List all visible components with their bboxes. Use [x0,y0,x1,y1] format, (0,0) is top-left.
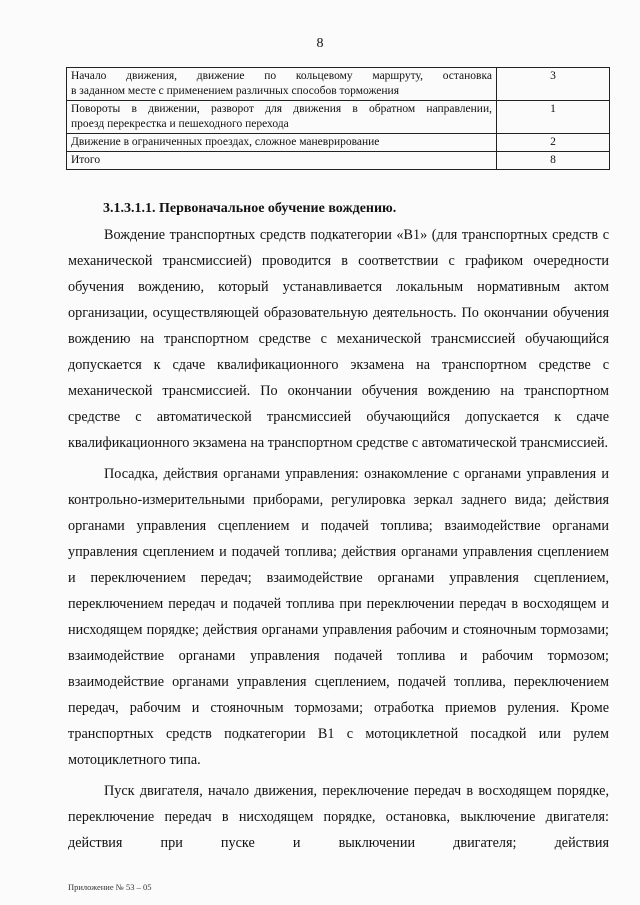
cell-text: Повороты в движении, разворот для движения в обратном направлении, [71,103,492,115]
table-cell-topic [67,68,497,101]
table-cell-hours: 8 [497,152,610,170]
cell-text: Начало движения, движение по кольцевому маршруту, остановка [71,70,492,82]
table-cell-topic: Движение в ограниченных проездах, сложное маневрирование [67,134,497,152]
table-row [67,152,610,170]
hours-table [66,67,610,170]
table-row [67,134,610,152]
table-cell-topic: Итого [67,152,497,170]
table-cell-topic [67,101,497,134]
paragraph: Вождение транспортных средств подкатегории «В1» (для транспортных средств с механической трансмиссией) проводится в соответствии с графиком очередности обучения вождению, который устанавливается локальным нормативным актом организации, осуществляющей образовательную деятельность. По окончании обучения вождению на транспортном средстве с механической трансмиссией обучающийся допускается к сдаче квалификационного экзамена на транспортном средстве с механической трансмиссией. По окончании обучения вождению на транспортном средстве с автоматической трансмиссией обучающийся допускается к сдаче квалификационного экзамена на транспортном средстве с автоматической трансмиссией. [68,227,609,451]
paragraph: Посадка, действия органами управления: ознакомление с органами управления и контрольно-измерительными приборами, регулировка зеркал заднего вида; действия органами управления сцеплением и подачей топлива; взаимодействие органами управления сцеплением и подачей топлива; действия органами управления сцеплением и переключением передач; взаимодействие органами управления сцеплением, переключением передач и подачей топлива при переключении передач в восходящем и нисходящем порядке; действия органами управления рабочим и стояночным тормозами; взаимодействие органами управления подачей топлива и рабочим тормозом; взаимодействие органами управления сцеплением, подачей топлива, переключением передач, рабочим и стояночным тормозами; отработка приемов руления. Кроме транспортных средств подкатегории В1 с мотоциклетной посадкой или рулем мотоциклетного типа. [68,466,609,768]
page-number: 8 [316,36,324,51]
table-cell-hours: 1 [497,101,610,134]
table-row [67,68,610,101]
paragraph: Пуск двигателя, начало движения, переключение передач в восходящем порядке, переключение передач в нисходящем порядке, остановка, выключение двигателя: действия при пуске и выключении двигателя; действия [68,783,609,851]
cell-text: в заданном месте с применением различных способов торможения [71,85,399,97]
body-text [68,222,609,861]
table-row [67,101,610,134]
footer-note: Приложение № 53 – 05 [68,882,152,892]
table-cell-hours: 3 [497,68,610,101]
cell-text: проезд перекрестка и пешеходного перехода [71,118,289,130]
table-cell-hours: 2 [497,134,610,152]
section-heading: 3.1.3.1.1. Первоначальное обучение вождению. [103,201,397,216]
